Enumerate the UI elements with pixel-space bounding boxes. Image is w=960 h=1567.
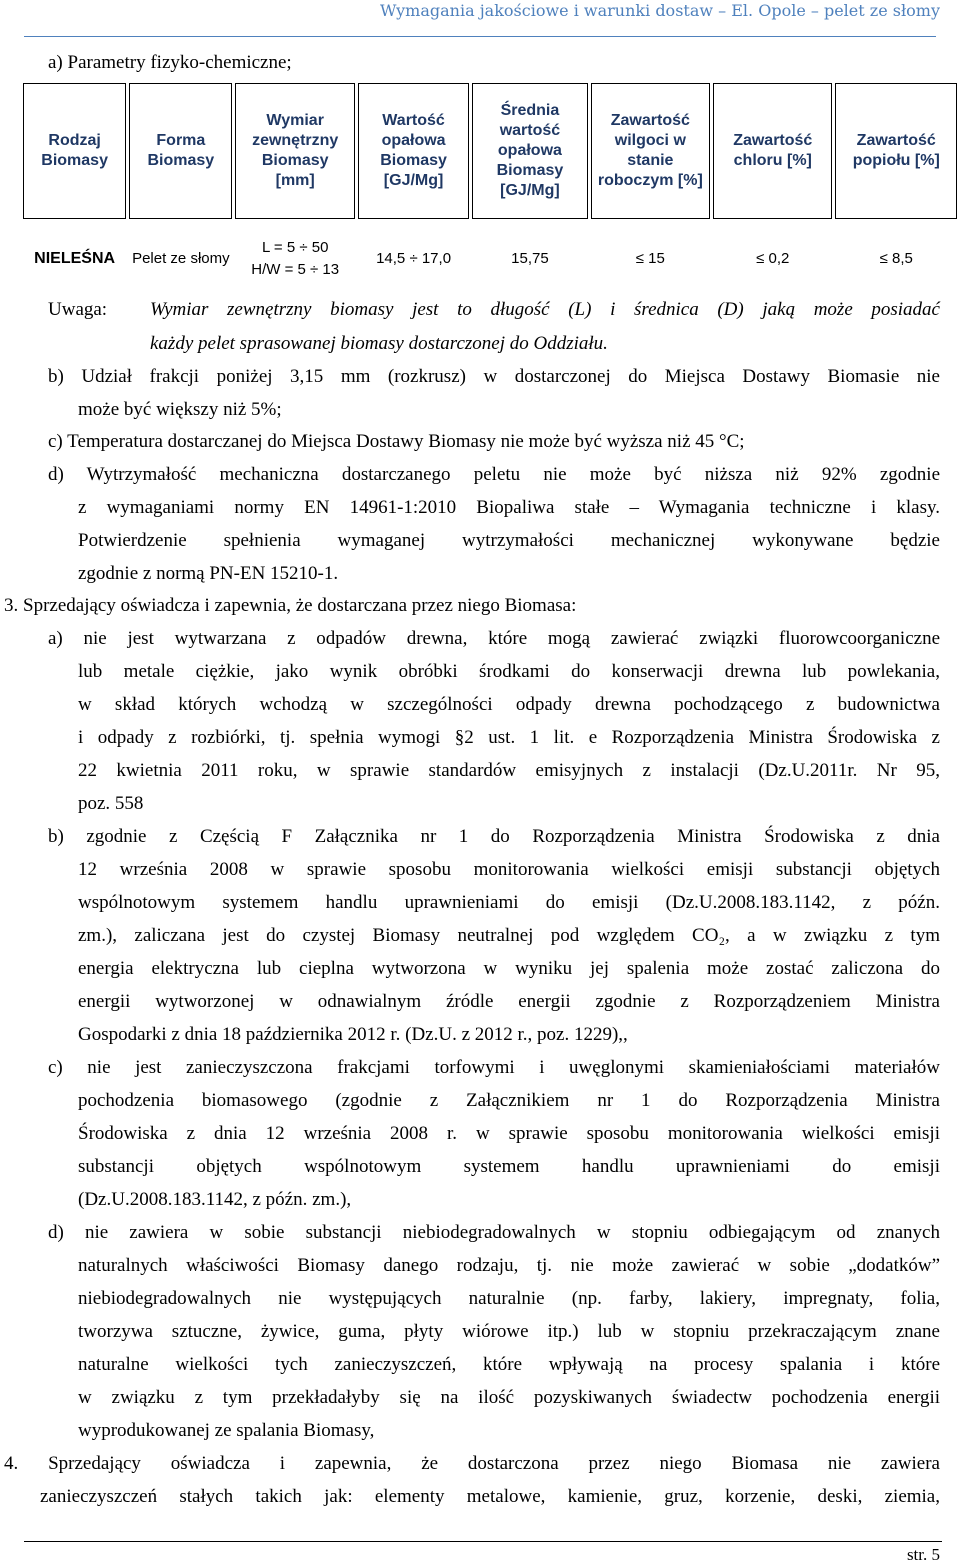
body-line: 3. Sprzedający oświadcza i zapewnia, że dostarczana przez niego Biomasa: bbox=[4, 595, 577, 616]
col-header: Rodzaj Biomasy bbox=[23, 83, 126, 219]
body-line: poz. 558 bbox=[78, 793, 144, 814]
col-header: Forma Biomasy bbox=[129, 83, 232, 219]
body-line: wyprodukowanej ze spalania Biomasy, bbox=[78, 1420, 375, 1441]
body-line: zanieczyszczeń stałych takich jak: elementy metalowe, kamienie, gruz, korzenie, deski, ziemia, bbox=[40, 1486, 940, 1507]
col-header: Zawartość chloru [%] bbox=[713, 83, 832, 219]
body-line: naturalne wielkości tych zanieczyszczeń, które wpływają na procesy spalania i które bbox=[78, 1354, 940, 1375]
running-header: Wymagania jakościowe i warunki dostaw – El. Opole – pelet ze słomy bbox=[380, 1, 940, 20]
body-line: substancji objętych wspólnotowym systemem handlu uprawnieniami do emisji bbox=[78, 1156, 940, 1177]
body-line: a) nie jest wytwarzana z odpadów drewna, które mogą zawierać związki fluorowcoorganiczne bbox=[48, 628, 940, 649]
body-line: Potwierdzenie spełnienia wymaganej wytrzymałości mechanicznej wykonywane będzie bbox=[78, 530, 940, 551]
table-row bbox=[23, 222, 957, 296]
body-line: 22 kwietnia 2011 roku, w sprawie standardów emisyjnych z instalacji (Dz.U.2011r. Nr 95, bbox=[78, 760, 940, 781]
col-header: Wartość opałowa Biomasy [GJ/Mg] bbox=[358, 83, 469, 219]
cell-dimension bbox=[235, 222, 354, 296]
body-line: naturalnych właściwości Biomasy danego rodzaju, tj. nie może zawierać w sobie „dodatków” bbox=[78, 1255, 940, 1276]
body-line: zgodnie z normą PN-EN 15210-1. bbox=[78, 563, 339, 584]
note-label: Uwaga: bbox=[48, 299, 108, 320]
cell-ash: ≤ 8,5 bbox=[879, 250, 913, 267]
page-number: str. 5 bbox=[906, 1545, 940, 1564]
cell-calorific: 14,5 ÷ 17,0 bbox=[376, 250, 452, 267]
cell-form: Pelet ze słomy bbox=[132, 250, 230, 267]
body-line: energia elektryczna lub cieplna wytworzona w wyniku jej spalenia może zostać zaliczona do bbox=[78, 958, 940, 979]
body-line: lub metale ciężkie, jako wynik obróbki środkami do konserwacji drewna lub powlekania, bbox=[78, 661, 940, 682]
cell-chlorine: ≤ 0,2 bbox=[756, 250, 790, 267]
body-line: i odpady z rozbiórki, tj. spełnia wymogi §2 ust. 1 lit. e Rozporządzenia Ministra Środowiska z bbox=[78, 727, 940, 748]
body-line: d) Wytrzymałość mechaniczna dostarczanego peletu nie może być niższa niż 92% zgodnie bbox=[48, 464, 940, 485]
note-line-1: Wymiar zewnętrzny biomasy jest to długość (L) i średnica (D) jaką może posiadać bbox=[150, 299, 940, 320]
body-line: 4. Sprzedający oświadcza i zapewnia, że dostarczona przez niego Biomasa nie zawiera bbox=[4, 1453, 940, 1474]
body-line: wspólnotowym systemem handlu uprawnieniami do emisji (Dz.U.2008.183.1142, z późn. bbox=[78, 892, 940, 913]
footer-rule bbox=[24, 1541, 942, 1542]
cell-dim-hw: H/W = 5 ÷ 13 bbox=[251, 261, 340, 278]
header-rule bbox=[24, 36, 936, 37]
col-header: Wymiar zewnętrzny Biomasy [mm] bbox=[235, 83, 354, 219]
col-header: Średnia wartość opałowa Biomasy [GJ/Mg] bbox=[472, 83, 587, 219]
body-line: pochodzenia biomasowego (zgodnie z Załącznikiem nr 1 do Rozporządzenia Ministra bbox=[78, 1090, 940, 1111]
body-line: b) Udział frakcji poniżej 3,15 mm (rozkrusz) w dostarczonej do Miejsca Dostawy Biomasie nie bbox=[48, 366, 940, 387]
body-line: z wymaganiami normy EN 14961-1:2010 Biopaliwa stałe – Wymagania techniczne i klasy. bbox=[78, 497, 940, 518]
body-line: może być większy niż 5%; bbox=[78, 399, 282, 420]
body-line: energii wytworzonej w odnawialnym źródle energii zgodnie z Rozporządzeniem Ministra bbox=[78, 991, 940, 1012]
body-line: w związku z tym przekładałyby się na ilość pozyskiwanych świadectw pochodzenia energii bbox=[78, 1387, 940, 1408]
body-line: 12 września 2008 w sprawie sposobu monitorowania wielkości emisji substancji objętych bbox=[78, 859, 940, 880]
body-line: c) Temperatura dostarczanej do Miejsca Dostawy Biomasy nie może być wyższa niż 45 °C; bbox=[48, 431, 745, 452]
section-a-title: a) Parametry fizyko-chemiczne; bbox=[48, 52, 292, 73]
cell-moisture: ≤ 15 bbox=[635, 250, 665, 267]
col-header: Zawartość popiołu [%] bbox=[835, 83, 957, 219]
col-header: Zawartość wilgoci w stanie roboczym [%] bbox=[591, 83, 710, 219]
cell-dim-l: L = 5 ÷ 50 bbox=[261, 239, 329, 256]
body-line: tworzywa sztuczne, żywice, guma, płyty wiórowe itp.) lub w stopniu przekraczającym znane bbox=[78, 1321, 940, 1342]
body-line: d) nie zawiera w sobie substancji niebiodegradowalnych w stopniu odbiegającym od znanych bbox=[48, 1222, 940, 1243]
body-line: niebiodegradowalnych nie występujących naturalnie (np. farby, lakiery, impregnaty, folia, bbox=[78, 1288, 940, 1309]
table-header-row bbox=[23, 83, 957, 219]
parameters-table bbox=[20, 80, 960, 299]
cell-avg-calorific: 15,75 bbox=[511, 250, 549, 267]
cell-type: NIELEŚNA bbox=[34, 250, 116, 267]
body-line: Środowiska z dnia 12 września 2008 r. w sprawie sposobu monitorowania wielkości emisji bbox=[78, 1123, 940, 1144]
body-line: zm.), zaliczana jest do czystej Biomasy neutralnej pod względem CO₂, a w związku z tym bbox=[78, 925, 940, 946]
body-line: w skład których wchodzą w szczególności odpady drewna pochodzącego z budownictwa bbox=[78, 694, 940, 715]
body-line: c) nie jest zanieczyszczona frakcjami torfowymi i uwęglonymi skamieniałościami materiałów bbox=[48, 1057, 940, 1078]
note-line-2: każdy pelet sprasowanej biomasy dostarczonej do Oddziału. bbox=[150, 333, 608, 354]
body-line: (Dz.U.2008.183.1142, z późn. zm.), bbox=[78, 1189, 352, 1210]
body-line: b) zgodnie z Częścią F Załącznika nr 1 do Rozporządzenia Ministra Środowiska z dnia bbox=[48, 826, 940, 847]
body-line: Gospodarki z dnia 18 października 2012 r. (Dz.U. z 2012 r., poz. 1229),, bbox=[78, 1024, 628, 1045]
